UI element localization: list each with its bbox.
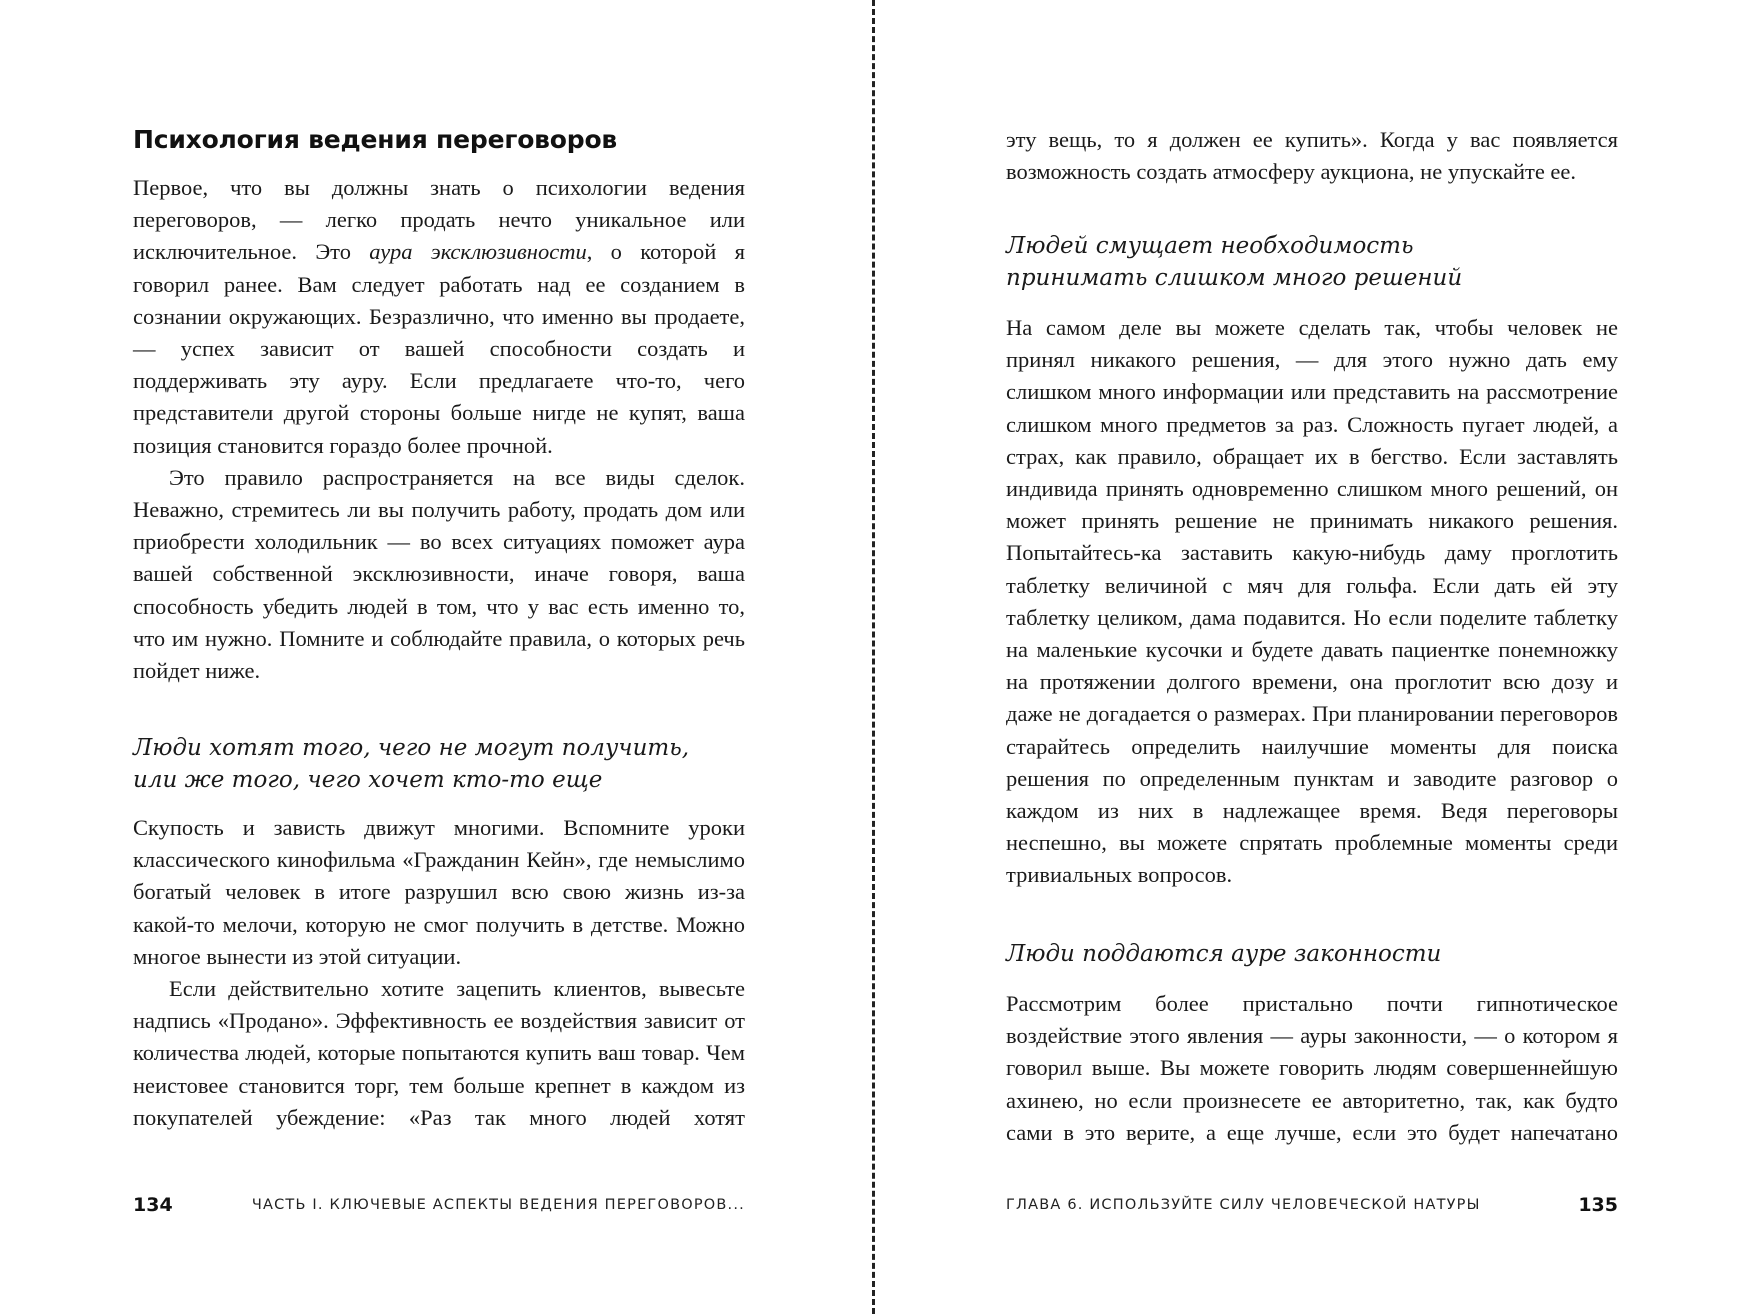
subsection-3-paragraph-1: Рассмотрим более пристально почти гипнотическое воздействие этого явления — ауры законности, — о котором я говорил выше. Вы можете говорить людям совершеннейшую ахинею, но если произнесете ее авторитетно, так, как будто сами в это верите, а еще лучше, если это будет напечатано	[1006, 991, 1618, 1145]
running-head: ЧАСТЬ I. КЛЮЧЕВЫЕ АСПЕКТЫ ВЕДЕНИЯ ПЕРЕГОВОРОВ...	[251, 1197, 745, 1213]
subsection-1-body	[133, 812, 745, 1134]
running-head: ГЛАВА 6. ИСПОЛЬЗУЙТЕ СИЛУ ЧЕЛОВЕЧЕСКОЙ НАТУРЫ	[1006, 1197, 1481, 1213]
subhead-1-line-2: или же того, чего хочет кто-то еще	[133, 767, 603, 793]
page-number: 134	[133, 1194, 173, 1216]
page-number: 135	[1578, 1194, 1618, 1216]
subsection-1-paragraph-2: Если действительно хотите зацепить клиентов, вывесьте надпись «Продано». Эффективность ее воздействия зависит от количества людей, которые попытаются купить ваш товар. Чем неистовее становится торг, тем больше крепнет в каждом из покупателей убеждение: «Раз так много людей хотят	[133, 976, 745, 1130]
intro-paragraph-2: Это правило распространяется на все виды сделок. Неважно, стремитесь ли вы получить работу, продать дом или приобрести холодильник — во всех ситуациях поможет аура вашей собственной эксклюзивности, иначе говоря, ваша способность убедить людей в том, что у вас есть именно то, что им нужно. Помните и соблюдайте правила, о которых речь пойдет ниже.	[133, 464, 745, 684]
subsection-1-paragraph-1: Скупость и зависть движут многими. Вспомните уроки классического кинофильма «Гражданин Кейн», где немыслимо богатый человек в итоге разрушил всю свою жизнь из-за какой-то мелочи, которую не смог получить в детстве. Можно многое вынести из этой ситуации.	[133, 815, 745, 969]
intro-text-a: Первое, что вы должны знать о психологии ведения переговоров, — легко продать нечто уникальное или исключительное. Это	[133, 175, 745, 265]
intro-text-b: , о которой я говорил ранее. Вам следует работать над ее созданием в сознании окружающих. Безразлично, что именно вы продаете, — успех зависит от вашей способности создать и поддерживать эту ауру. Если предлагаете что-то, чего представители другой стороны больше нигде не купят, ваша позиция становится гораздо более прочной.	[133, 239, 746, 458]
subsection-2-body	[1006, 312, 1618, 892]
subsection-2-paragraph-1: На самом деле вы можете сделать так, чтобы человек не принял никакого решения, — для этого нужно дать ему слишком много информации или представить на рассмотрение слишком много предметов за раз. Сложность пугает людей, а страх, как правило, обращает их в бегство. Если заставлять индивида принять одновременно слишком много решений, он может принять решение не принимать никакого решения. Попытайтесь-ка заставить какую-нибудь даму проглотить таблетку величиной с мяч для гольфа. Если дать ей эту таблетку целиком, дама подавится. Но если поделите таблетку на маленькие кусочки и будете давать пациентке понемножку на протяжении долгого времени, она проглотит всю дозу и даже не догадается о размерах. При планировании переговоров старайтесь определить наилучшие моменты для поиска решения по определенным пунктам и заводите разговор о каждом из них в надлежащее время. Ведя переговоры неспешно, вы можете спрятать проблемные моменты среди тривиальных вопросов.	[1006, 315, 1618, 888]
subhead-1-line-1: Люди хотят того, чего не могут получить,	[133, 735, 690, 761]
subsection-3-body	[1006, 988, 1618, 1149]
intro-block	[133, 172, 745, 687]
subhead-1	[133, 732, 745, 796]
page-divider	[872, 0, 875, 1314]
continuation-block	[1006, 124, 1618, 188]
right-page	[1006, 0, 1618, 1314]
intro-paragraph-1	[133, 172, 745, 462]
left-footer	[133, 1190, 745, 1220]
section-title: Психология ведения переговоров	[133, 125, 618, 154]
subhead-2	[1006, 230, 1618, 294]
subhead-3-line: Люди поддаются ауре законности	[1006, 941, 1442, 967]
subhead-2-line-1: Людей смущает необходимость	[1006, 233, 1414, 259]
continuation-paragraph: эту вещь, то я должен ее купить». Когда у вас появляется возможность создать атмосферу аукциона, не упускайте ее.	[1006, 127, 1618, 185]
intro-emphasis: аура эксклюзивности	[369, 239, 587, 265]
left-page	[133, 0, 745, 1314]
right-footer	[1006, 1190, 1618, 1220]
subhead-2-line-2: принимать слишком много решений	[1006, 265, 1463, 291]
subhead-3	[1006, 938, 1618, 970]
